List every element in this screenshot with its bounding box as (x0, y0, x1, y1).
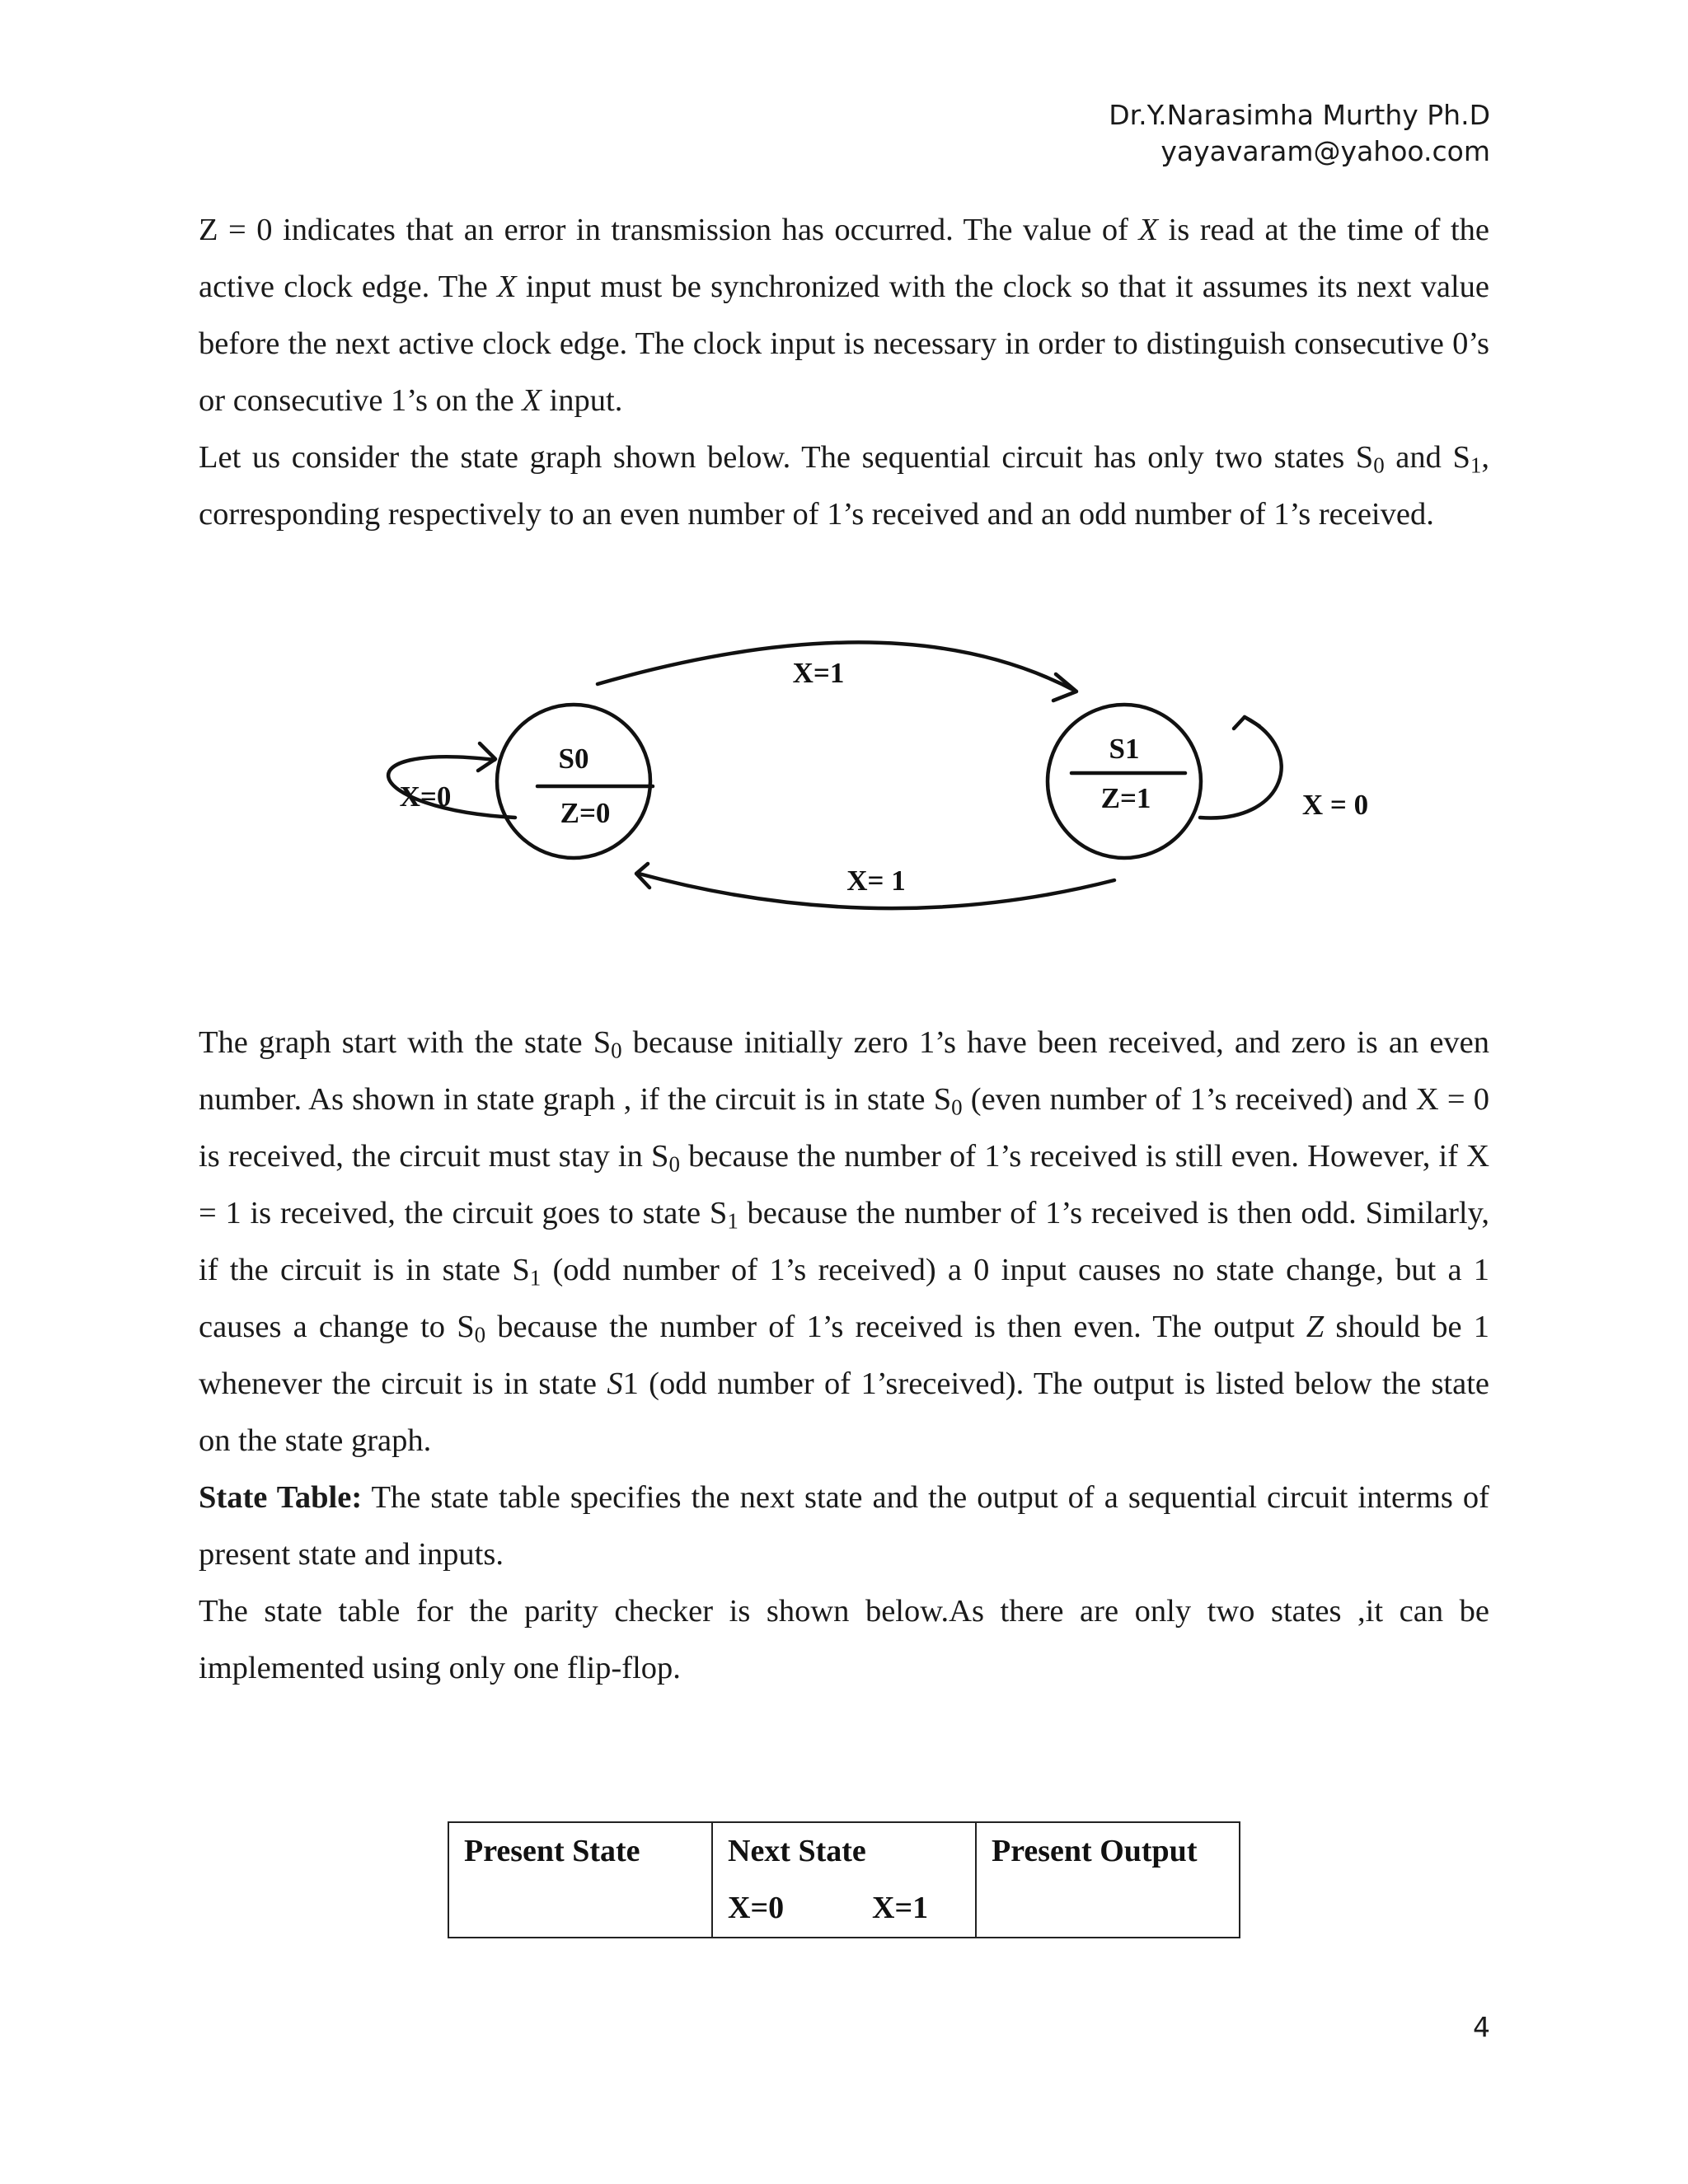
state-table-heading: State Table: (199, 1480, 363, 1515)
paragraph-state-table-definition: State Table: The state table specifies the next state and the output of a sequential circuit interms of present state and inputs. (199, 1480, 1490, 1572)
paragraph-parity-checker: The state table for the parity checker is shown below.As there are only two states ,it can be implemented using only one flip-flop. (199, 1594, 1489, 1685)
page-header (1109, 97, 1490, 170)
author-email: yayavaram@yahoo.com (1160, 135, 1490, 167)
self-loop-s1 (1200, 717, 1282, 818)
state-s0-output: Z=0 (560, 797, 611, 829)
state-s0-name: S0 (558, 743, 589, 775)
self-loop-s0-label: X=0 (399, 780, 452, 813)
paragraph-graph-explanation: The graph start with the state $S_0$ because initially zero 1’s have been received, and zero is an even number. As shown in state graph , if the circuit is in state $S_0$ (even number of 1’s received) and X = 0 is received, the circuit must stay in $S_0$ because the number of 1’s received is still even. However, if X = 1 is received, the circuit goes to state $S_1$ because the number of 1’s received is then odd. Similarly, if the circuit is in state $S_1$ (odd number of 1’s received) a 0 input causes no state change, but a 1 causes a change to $S_0$ because the number of 1’s received is then even. The output Z should be 1 whenever the circuit is in state S1 (odd number of 1’sreceived). The output is listed below the state on the state graph. (199, 1025, 1489, 1458)
self-loop-s1-label: X = 0 (1301, 789, 1369, 821)
subheader-x0: X=0 (728, 1891, 785, 1925)
header-next-state: Next State X=0 X=1 (712, 1822, 976, 1938)
state-table (448, 1821, 1240, 1938)
state-s1-output: Z=1 (1100, 782, 1151, 814)
state-s1-circle (1048, 705, 1201, 858)
state-s0-circle (497, 705, 650, 858)
paragraph-state-graph-intro: Let us consider the state graph shown below. The sequential circuit has only two states $S_0$ and $S_1$, corresponding respectively to an even number of 1’s received and an odd number of 1’s received. (199, 440, 1489, 532)
self-loop-s1-arrowhead (1234, 717, 1259, 729)
state-s1-name: S1 (1109, 733, 1140, 765)
text-block-bottom (199, 1015, 1489, 1697)
state-graph-diagram (346, 635, 1401, 940)
transition-bottom-label: X= 1 (846, 865, 906, 897)
text-block-top (199, 202, 1489, 543)
paragraph-error-indication: Z = 0 indicates that an error in transmission has occurred. The value of X is read at the time of the active clock edge. The X input must be synchronized with the clock so that it assumes its next value before the next active clock edge. The clock input is necessary in order to distinguish consecutive 0’s or consecutive 1’s on the X input. (199, 213, 1490, 418)
subheader-x1: X=1 (872, 1891, 929, 1925)
header-present-state: Present State (448, 1822, 712, 1938)
transition-top-label: X=1 (792, 657, 845, 689)
table-header-row (448, 1822, 1240, 1938)
author-name: Dr.Y.Narasimha Murthy Ph.D (1109, 99, 1490, 131)
page-number: 4 (1473, 2011, 1490, 2043)
header-present-output: Present Output (976, 1822, 1240, 1938)
